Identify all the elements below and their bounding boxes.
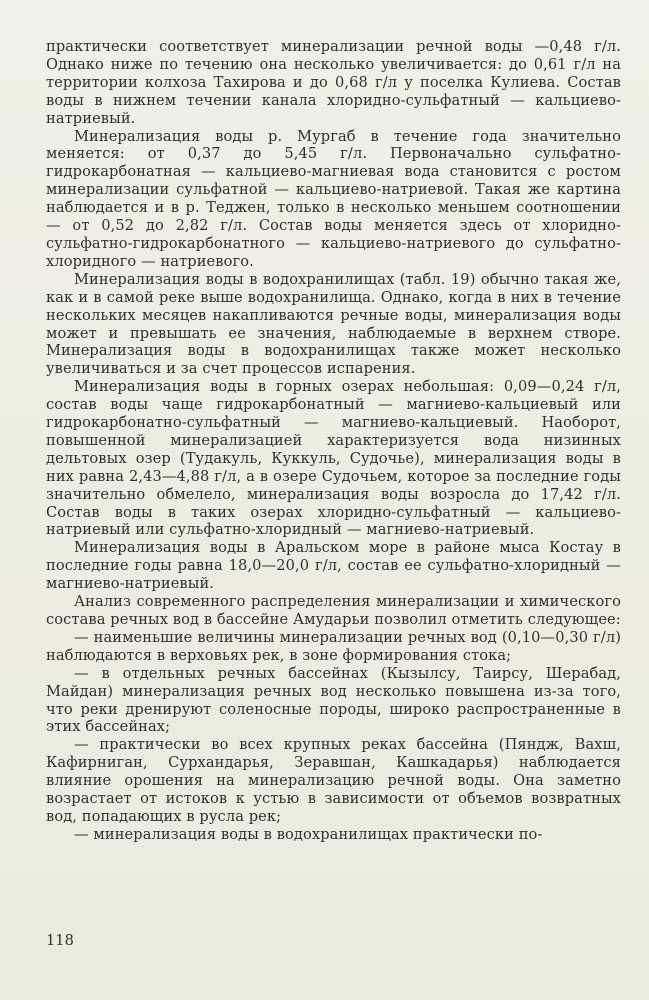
list-item-reservoirs: — минерализация воды в водохранилищах практически по- [74, 825, 543, 843]
paragraph-lakes: Минерализация воды в горных озерах небольшая: 0,09—0,24 г/л, состав воды чаще гидрокарбонатный — магниево-кальциевый или гидрокарбонатно-сульфатный — магниево-кальциевый. Наоборот, повышенной минерализацией характеризуется вода низинных дельтовых озер (Тудакуль, Куккуль, Судочье), минерализация воды в них равна 2,43—4,88 г/л, а в озере Судочьем, которое за последние годы значительно обмелело, минерализация воды возросла до 17,42 г/л. Состав воды в таких озерах хлоридно-сульфатный — кальциево-натриевый или сульфатно-хлоридный — магниево-натриевый. [46, 378, 621, 539]
page-number: 118 [46, 932, 74, 949]
list-item-irrigation: — практически во всех крупных реках бассейна (Пяндж, Вахш, Кафирниган, Сурхандарья, Зеравшан, Кашкадарья) наблюдается влияние орошения на минерализацию речной воды. Она заметно возрастает от истоков к устью в зависимости от объемов возвратных вод, попадающих в русла рек; [46, 736, 621, 825]
list-item-river-basins: — в отдельных речных бассейнах (Кызылсу, Таирсу, Шерабад, Майдан) минерализация речных вод несколько повышена из-за того, что реки дренируют соленосные породы, широко распространенные в этих бассейнах; [46, 664, 621, 736]
paragraph-murgab-tedzhen: Минерализация воды р. Мургаб в течение года значительно меняется: от 0,37 до 5,45 г/л. Первоначально сульфатно-гидрокарбонатная — кальциево-магниевая вода становится с ростом минерализации сульфатной — кальциево-натриевой. Такая же картина наблюдается и в р. Теджен, только в несколько меньшем соотношении — от 0,52 до 2,82 г/л. Состав воды меняется здесь от хлоридно-сульфатно-гидрокарбонатного — кальциево-натриевого до сульфатно-хлоридного — натриевого. [46, 127, 621, 270]
paragraph-analysis-intro: Анализ современного распределения минерализации и химического состава речных вод в бассейне Амударьи позволил отметить следующее: [46, 593, 621, 628]
list-item-headwaters: — наименьшие величины минерализации речных вод (0,10—0,30 г/л) наблюдаются в верховьях рек, в зоне формирования стока; [46, 628, 621, 664]
paragraph-aral-sea: Минерализация воды в Аральском море в районе мыса Костау в последние годы равна 18,0—20,0 г/л, состав ее сульфатно-хлоридный — магниево-натриевый. [46, 539, 621, 593]
body-text [46, 38, 621, 844]
paragraph-continuation: практически соответствует минерализации речной воды —0,48 г/л. Однако ниже по течению она несколько увеличивается: до 0,61 г/л на территории колхоза Тахирова и до 0,68 г/л у поселка Кулиева. Состав воды в нижнем течении канала хлоридно-сульфатный — кальциево-натриевый. [46, 38, 621, 127]
paragraph-reservoirs: Минерализация воды в водохранилищах (табл. 19) обычно такая же, как и в самой реке выше водохранилища. Однако, когда в них в течение нескольких месяцев накапливаются речные воды, минерализация воды может и превышать ее значения, наблюдаемые в верхнем створе. Минерализация воды в водохранилищах также может несколько увеличиваться и за счет процессов испарения. [46, 270, 621, 378]
